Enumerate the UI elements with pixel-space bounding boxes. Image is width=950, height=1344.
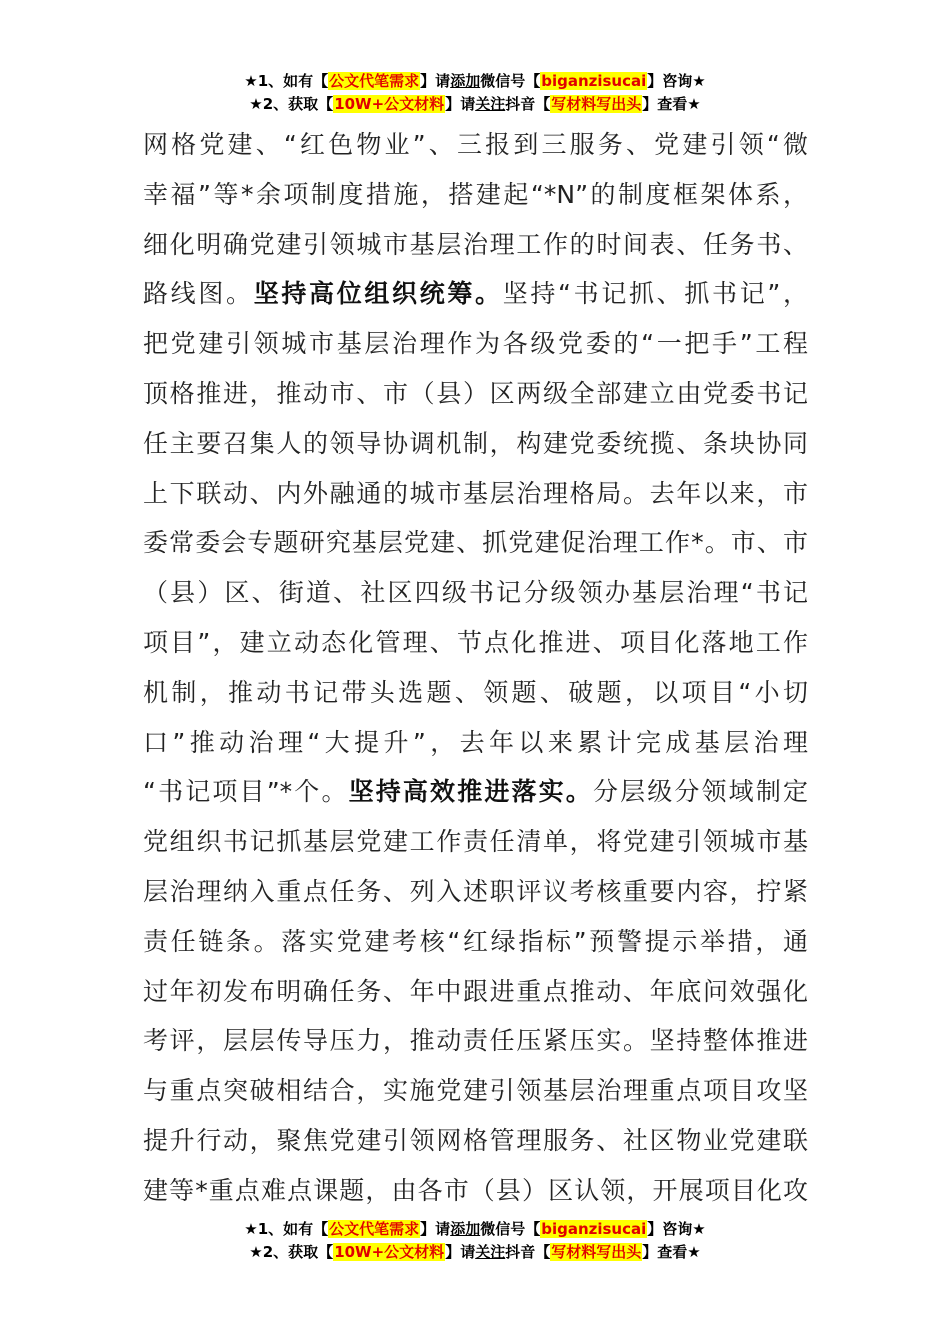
banner-underlined: 添加 [450,1220,481,1238]
body-line: 幸福”等*余项制度措施，搭建起“*N”的制度框架体系， [143,179,808,209]
footer-banner [0,1218,950,1264]
highlight-materials: 10W+公文材料 [334,1243,445,1261]
body-line: 提升行动，聚焦党建引领网格管理服务、社区物业党建联 [143,1125,808,1155]
body-line: 责任链条。落实党建考核“红绿指标”预警提示举措，通 [143,926,808,956]
bold-heading: 坚持高效推进落实。 [348,777,593,807]
body-line: 机制，推动书记带头选题、领题、破题，以项目“小切 [143,677,808,707]
banner-text: ★1、如有【 [244,1220,329,1238]
banner-text: 】查看★ [642,95,701,113]
body-line: 口”推动治理“大提升”，去年以来累计完成基层治理 [143,727,808,757]
banner-underlined: 关注 [475,95,506,113]
body-line: 过年初发布明确任务、年中跟进重点推动、年底问效强化 [143,976,808,1006]
banner-text: 】请 [420,72,451,90]
highlight-wechat-id: biganzisucai [541,1220,647,1238]
banner-line-2 [0,1241,950,1264]
banner-line-2 [0,93,950,116]
body-line: （县）区、街道、社区四级书记分级领办基层治理“书记 [143,578,808,608]
body-text: 路线图。 [143,279,254,309]
banner-underlined: 关注 [475,1243,506,1261]
banner-text: 】查看★ [642,1243,701,1261]
banner-text: 微信号【 [480,1220,541,1238]
highlight-douyin: 写材料写出头 [551,1243,642,1261]
banner-text: 】请 [445,95,476,113]
banner-underlined: 添加 [450,72,481,90]
body-line: 任主要召集人的领导协调机制，构建党委统揽、条块协同 [143,428,808,458]
body-line: 层治理纳入重点任务、列入述职评议考核重要内容，拧紧 [143,876,808,906]
highlight-wechat-id: biganzisucai [541,72,647,90]
highlight-need: 公文代笔需求 [329,1220,420,1238]
highlight-materials: 10W+公文材料 [334,95,445,113]
document-body [143,120,808,1216]
banner-text: ★2、获取【 [249,95,334,113]
body-line: 考评，层层传导压力，推动责任压紧压实。坚持整体推进 [143,1026,808,1056]
banner-text: 抖音【 [505,95,551,113]
bold-heading: 坚持高位组织统筹。 [253,279,503,309]
body-line: 项目”，建立动态化管理、节点化推进、项目化落地工作 [143,627,808,657]
banner-line-1 [0,1218,950,1241]
banner-text: 抖音【 [505,1243,551,1261]
header-banner [0,70,950,116]
body-line: 与重点突破相结合，实施党建引领基层治理重点项目攻坚 [143,1076,808,1106]
body-line: 把党建引领城市基层治理作为各级党委的“一把手”工程 [143,329,808,359]
body-line: 建等*重点难点课题，由各市（县）区认领，开展项目化攻 [143,1175,808,1205]
body-line: 网格党建、“红色物业”、三报到三服务、党建引领“微 [143,130,808,159]
banner-text: 微信号【 [480,72,541,90]
body-text: “书记项目”*个。 [143,777,349,807]
banner-line-1 [0,70,950,93]
body-line: 细化明确党建引领城市基层治理工作的时间表、任务书、 [143,229,808,259]
body-text: 分层级分领域制定 [592,777,808,807]
body-line [143,269,808,319]
body-line [143,767,808,817]
highlight-need: 公文代笔需求 [329,72,420,90]
highlight-douyin: 写材料写出头 [551,95,642,113]
body-line: 委常委会专题研究基层党建、抓党建促治理工作*。市、市 [143,528,808,558]
banner-text: 】请 [445,1243,476,1261]
body-line: 党组织书记抓基层党建工作责任清单，将党建引领城市基 [143,827,808,857]
body-line: 顶格推进，推动市、市（县）区两级全部建立由党委书记 [143,378,808,408]
body-line: 上下联动、内外融通的城市基层治理格局。去年以来，市 [143,478,808,508]
banner-text: 】请 [420,1220,451,1238]
banner-text: 】咨询★ [647,72,706,90]
banner-text: 】咨询★ [647,1220,706,1238]
banner-text: ★2、获取【 [249,1243,334,1261]
banner-text: ★1、如有【 [244,72,329,90]
body-text: 坚持“书记抓、抓书记”， [502,279,808,309]
